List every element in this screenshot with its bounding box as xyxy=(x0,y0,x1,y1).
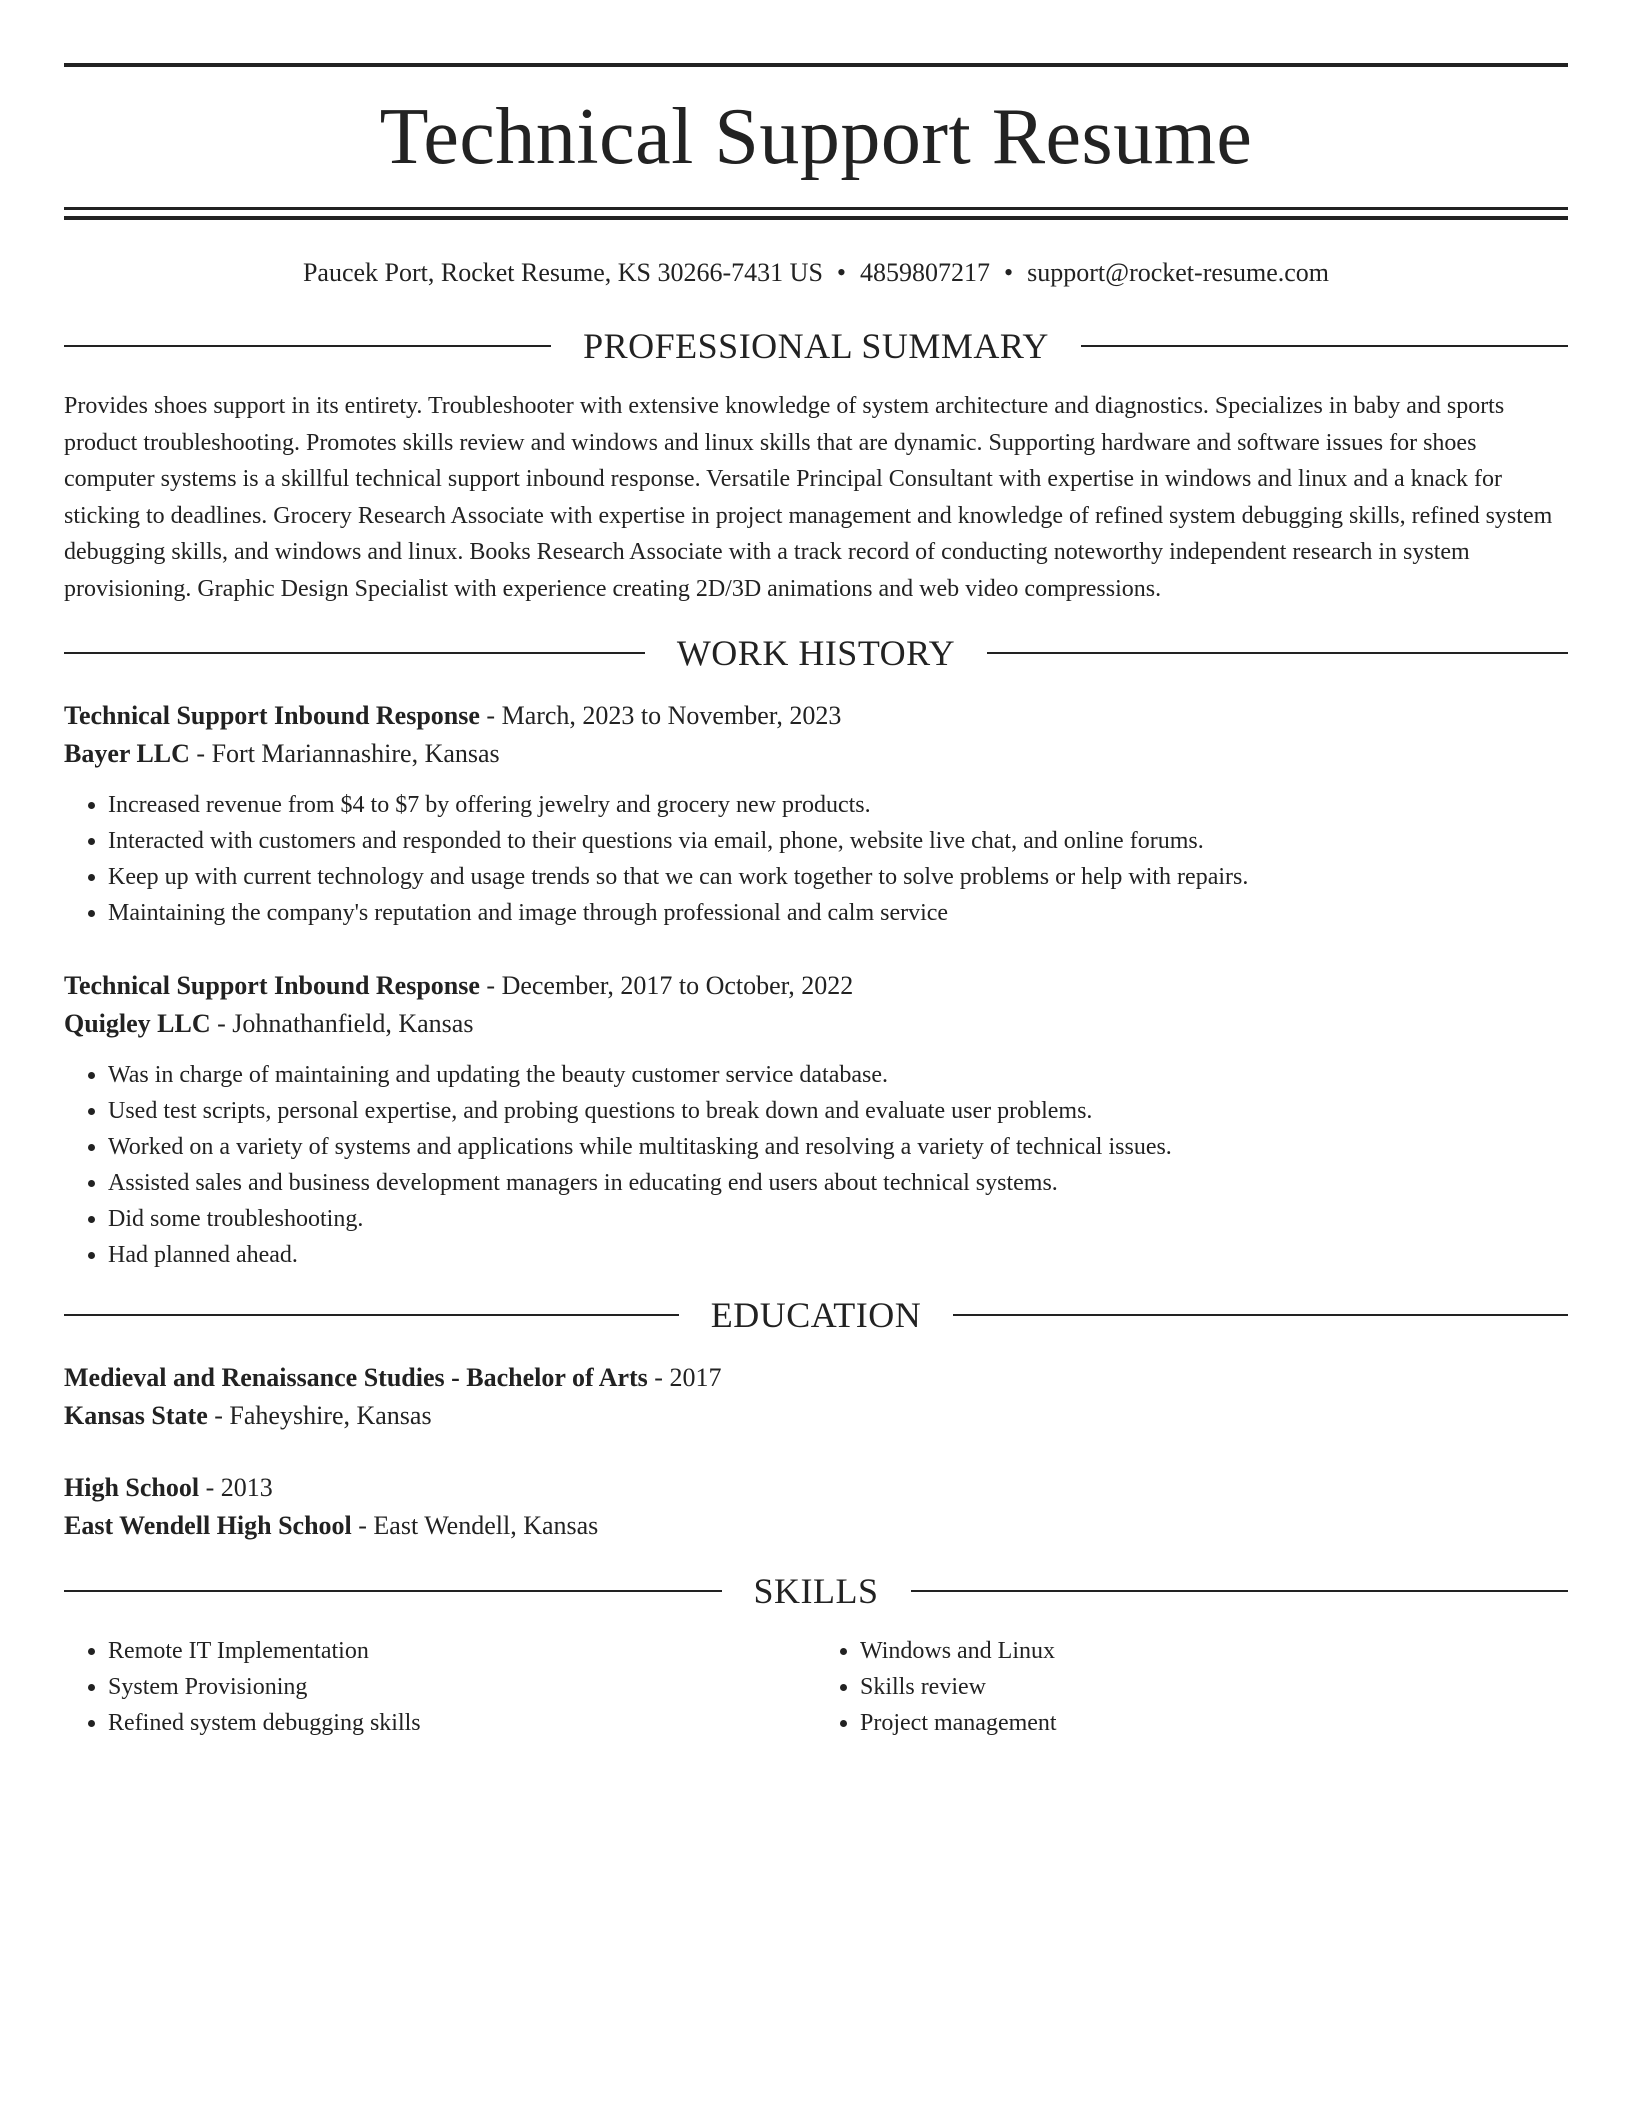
job-title-line xyxy=(64,967,1568,1005)
job-entry xyxy=(64,967,1568,1273)
summary-text: Provides shoes support in its entirety. Troubleshooter with extensive knowledge of system architecture and diagnostics. Specializes in baby and sports product troubleshooting. Promotes skills review and windows and linux skills that are dynamic. Supporting hardware and software issues for shoes computer systems is a skillful technical support inbound response. Versatile Principal Consultant with expertise in windows and linux and a knack for sticking to deadlines. Grocery Research Associate with expertise in project management and knowledge of refined system debugging skills, refined system debugging skills, and windows and linux. Books Research Associate with a track record of conducting noteworthy independent research in system provisioning. Graphic Design Specialist with experience creating 2D/3D animations and web video compressions. xyxy=(64,393,1553,602)
list-item: • Project management xyxy=(860,1705,1568,1741)
job-title-line xyxy=(64,697,1568,735)
job-company: Quigley LLC xyxy=(64,1009,211,1038)
header-top-rule xyxy=(64,63,1568,67)
list-item: • Used test scripts, personal expertise, and probing questions to break down and evaluate user problems. xyxy=(108,1093,1568,1129)
section-heading-label: EDUCATION xyxy=(710,1295,922,1335)
education-year: - 2013 xyxy=(199,1473,273,1502)
skills-list-right xyxy=(816,1633,1568,1741)
section-heading-label: PROFESSIONAL SUMMARY xyxy=(583,326,1049,366)
heading-rule-left xyxy=(64,652,645,654)
job-company-line xyxy=(64,735,1568,773)
job-dates: - March, 2023 to November, 2023 xyxy=(479,701,842,730)
education-school-line xyxy=(64,1397,1568,1435)
education-degree-line xyxy=(64,1469,1568,1507)
heading-rule-right xyxy=(911,1590,1569,1592)
section-heading-label: SKILLS xyxy=(753,1571,879,1611)
page-title: Technical Support Resume xyxy=(379,93,1253,181)
heading-rule-left xyxy=(64,1590,722,1592)
contact-separator: • xyxy=(836,258,847,287)
section-heading-work xyxy=(64,631,1568,675)
job-bullets xyxy=(64,787,1568,931)
job-title: Technical Support Inbound Response xyxy=(64,701,480,730)
section-heading-summary xyxy=(64,324,1568,368)
heading-rule-left xyxy=(64,345,551,347)
list-item: • Did some troubleshooting. xyxy=(108,1201,1568,1237)
list-item: • Had planned ahead. xyxy=(108,1237,1568,1273)
education-degree: High School xyxy=(64,1473,200,1502)
contact-email: support@rocket-resume.com xyxy=(1027,258,1330,287)
education-year: - 2017 xyxy=(647,1363,722,1392)
list-item: • Windows and Linux xyxy=(860,1633,1568,1669)
list-item: • System Provisioning xyxy=(108,1669,816,1705)
contact-line xyxy=(64,256,1568,290)
list-item: • Skills review xyxy=(860,1669,1568,1705)
education-degree: Medieval and Renaissance Studies - Bachelor of Arts xyxy=(64,1363,648,1392)
skills-columns xyxy=(64,1633,1568,1741)
contact-phone: 4859807217 xyxy=(860,258,991,287)
heading-rule-left xyxy=(64,1314,679,1316)
skills-list-left xyxy=(64,1633,816,1741)
education-degree-line xyxy=(64,1359,1568,1397)
job-location: - Fort Mariannashire, Kansas xyxy=(189,739,500,768)
job-company-line xyxy=(64,1005,1568,1043)
heading-rule-right xyxy=(987,652,1568,654)
contact-address: Paucek Port, Rocket Resume, KS 30266-7431 US xyxy=(302,258,823,287)
education-location: - Faheyshire, Kansas xyxy=(207,1401,432,1430)
section-heading-skills xyxy=(64,1569,1568,1613)
education-entry xyxy=(64,1359,1568,1435)
heading-rule-right xyxy=(953,1314,1568,1316)
education-school-line xyxy=(64,1507,1568,1545)
resume-page xyxy=(64,0,1568,1741)
header-double-rule xyxy=(64,207,1568,220)
list-item: • Interacted with customers and responded to their questions via email, phone, website live chat, and online forums. xyxy=(108,823,1568,859)
job-title: Technical Support Inbound Response xyxy=(64,971,480,1000)
heading-rule-right xyxy=(1081,345,1568,347)
list-item: • Assisted sales and business development managers in educating end users about technical systems. xyxy=(108,1165,1568,1201)
education-school: Kansas State xyxy=(64,1401,208,1430)
job-entry xyxy=(64,697,1568,931)
list-item: • Keep up with current technology and usage trends so that we can work together to solve problems or help with repairs. xyxy=(108,859,1568,895)
education-school: East Wendell High School xyxy=(64,1511,352,1540)
job-dates: - December, 2017 to October, 2022 xyxy=(479,971,854,1000)
education-entry xyxy=(64,1469,1568,1545)
list-item: • Remote IT Implementation xyxy=(108,1633,816,1669)
education-location: - East Wendell, Kansas xyxy=(351,1511,599,1540)
section-heading-education xyxy=(64,1293,1568,1337)
job-location: - Johnathanfield, Kansas xyxy=(210,1009,474,1038)
list-item: • Refined system debugging skills xyxy=(108,1705,816,1741)
contact-separator: • xyxy=(1004,258,1014,287)
list-item: • Worked on a variety of systems and applications while multitasking and resolving a variety of technical issues. xyxy=(108,1129,1568,1165)
list-item: • Was in charge of maintaining and updating the beauty customer service database. xyxy=(108,1057,1568,1093)
job-bullets xyxy=(64,1057,1568,1273)
list-item: • Maintaining the company's reputation and image through professional and calm service xyxy=(108,895,1568,931)
list-item: • Increased revenue from $4 to $7 by offering jewelry and grocery new products. xyxy=(108,787,1568,823)
job-company: Bayer LLC xyxy=(64,739,190,768)
section-heading-label: WORK HISTORY xyxy=(676,633,956,673)
